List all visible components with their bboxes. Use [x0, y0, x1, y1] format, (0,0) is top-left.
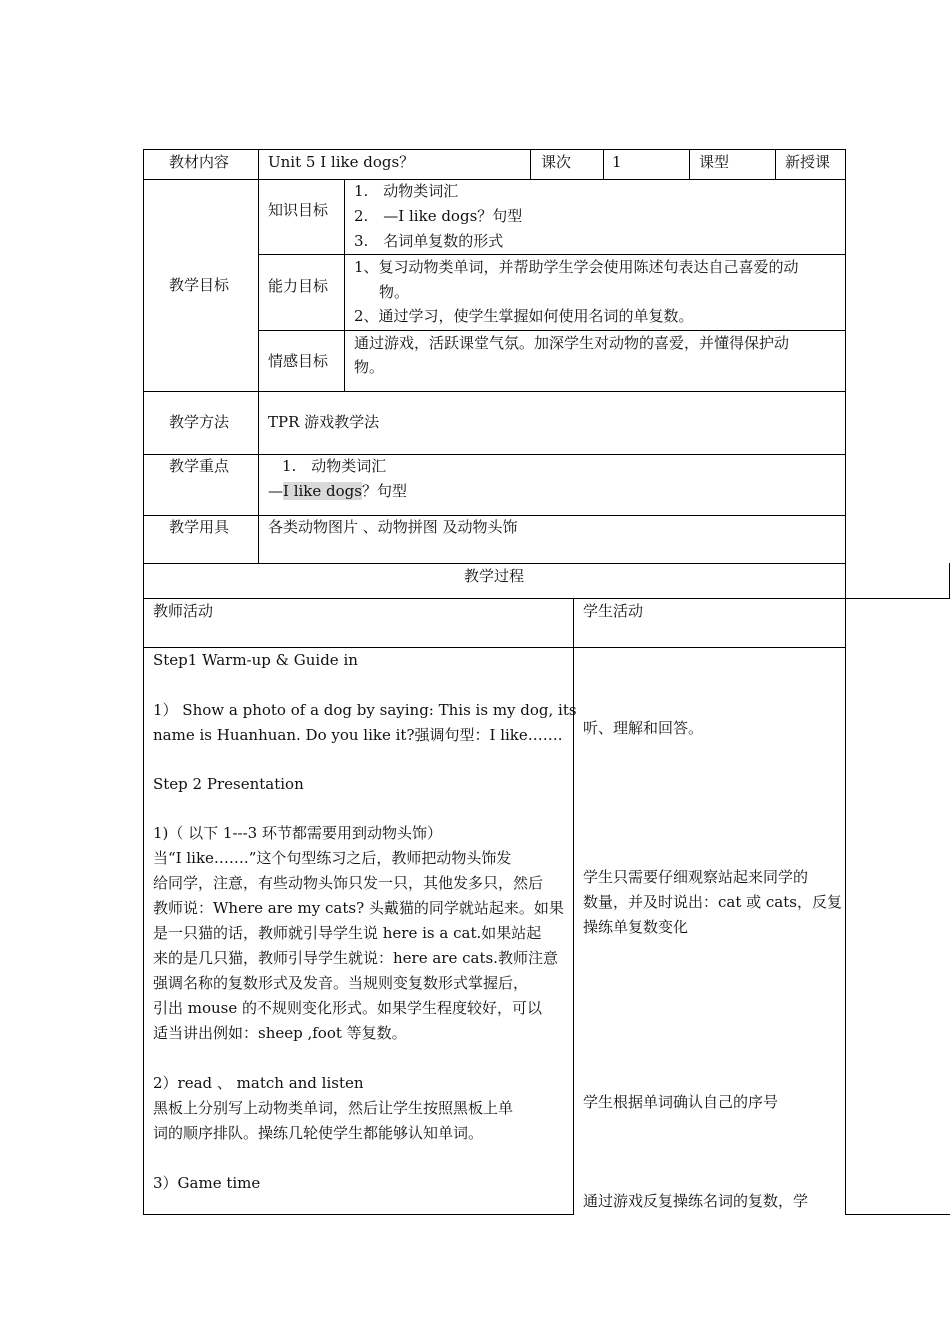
highlighted-sentence: I like dogs	[283, 482, 362, 500]
knowledge-item: 1. 动物类词汇	[354, 182, 459, 200]
emotion-line: 通过游戏，活跃课堂气氛。加深学生对动物的喜爱，并懂得保护动	[354, 334, 790, 352]
lesson-number-value: 1	[612, 153, 622, 171]
process-title: 教学过程	[463, 567, 524, 585]
step-heading: Step1 Warm-up & Guide in	[153, 651, 358, 669]
emotion-line: 物。	[354, 358, 385, 376]
ability-line: 2、通过学习，使学生掌握如何使用名词的单复数。	[354, 307, 694, 325]
teacher-line: 强调名称的复数形式及发音。当规则变复数形式掌握后，	[153, 974, 529, 992]
method-value: TPR 游戏教学法	[268, 413, 380, 431]
emotion-objective-label: 情感目标	[268, 352, 329, 370]
lesson-type-value: 新授课	[785, 153, 831, 171]
knowledge-objective-label: 知识目标	[268, 201, 329, 219]
material-value: Unit 5 I like dogs？	[268, 153, 415, 171]
focus-dash: —	[268, 482, 283, 500]
teacher-line: 给同学，注意，有些动物头饰只发一只，其他发多只，然后	[153, 874, 544, 892]
teacher-line: 词的顺序排队。操练几轮使学生都能够认知单词。	[153, 1124, 484, 1142]
teacher-line: 教师说：Where are my cats? 头戴猫的同学就站起来。如果	[153, 899, 564, 917]
teacher-line: 引出 mouse 的不规则变化形式。如果学生程度较好，可以	[153, 999, 543, 1017]
teacher-line: name is Huanhuan. Do you like it?强调句型：I like…….	[153, 726, 563, 744]
step-heading: Step 2 Presentation	[153, 775, 304, 793]
student-line: 听、理解和回答。	[583, 719, 704, 737]
student-activity-header: 学生活动	[583, 602, 644, 620]
lesson-type-label: 课型	[699, 153, 730, 171]
student-line: 通过游戏反复操练名词的复数，学	[583, 1192, 809, 1210]
teacher-line: 2）read 、 match and listen	[153, 1074, 364, 1092]
teacher-activity-header: 教师活动	[153, 602, 214, 620]
ability-objective-label: 能力目标	[268, 277, 329, 295]
focus-suffix: ？句型	[361, 482, 407, 500]
ability-line: 物。	[379, 283, 410, 301]
teacher-line: 1） Show a photo of a dog by saying: This is my dog, its	[153, 701, 577, 719]
student-line: 学生根据单词确认自己的序号	[583, 1093, 779, 1111]
tools-label: 教学用具	[169, 518, 230, 536]
method-label: 教学方法	[169, 413, 230, 431]
focus-line	[268, 479, 407, 504]
tools-value: 各类动物图片 、动物拼图 及动物头饰	[268, 518, 518, 536]
ability-line: 1、复习动物类单词，并帮助学生学会使用陈述句表达自己喜爱的动	[354, 258, 799, 276]
knowledge-item: 3. 名词单复数的形式	[354, 232, 504, 250]
lesson-number-label: 课次	[541, 153, 572, 171]
teacher-line: 适当讲出例如：sheep ,foot 等复数。	[153, 1024, 407, 1042]
student-line: 数量，并及时说出：cat 或 cats，反复	[583, 893, 842, 911]
teacher-line: 3）Game time	[153, 1174, 261, 1192]
teacher-line: 是一只猫的话，教师就引导学生说 here is a cat.如果站起	[153, 924, 542, 942]
teacher-line: 黑板上分别写上动物类单词，然后让学生按照黑板上单	[153, 1099, 514, 1117]
material-label: 教材内容	[169, 153, 230, 171]
knowledge-item: 2. —I like dogs？句型	[354, 207, 523, 225]
teacher-line: 当“I like…….”这个句型练习之后，教师把动物头饰发	[153, 849, 512, 867]
student-line: 操练单复数变化	[583, 918, 689, 936]
student-line: 学生只需要仔细观察站起来同学的	[583, 868, 809, 886]
objectives-label: 教学目标	[169, 276, 230, 294]
teacher-line: 来的是几只猫，教师引导学生就说：here are cats.教师注意	[153, 949, 558, 967]
teacher-line: 1)（ 以下 1---3 环节都需要用到动物头饰）	[153, 824, 442, 842]
focus-line: 1. 动物类词汇	[282, 457, 387, 475]
focus-label: 教学重点	[169, 457, 230, 475]
